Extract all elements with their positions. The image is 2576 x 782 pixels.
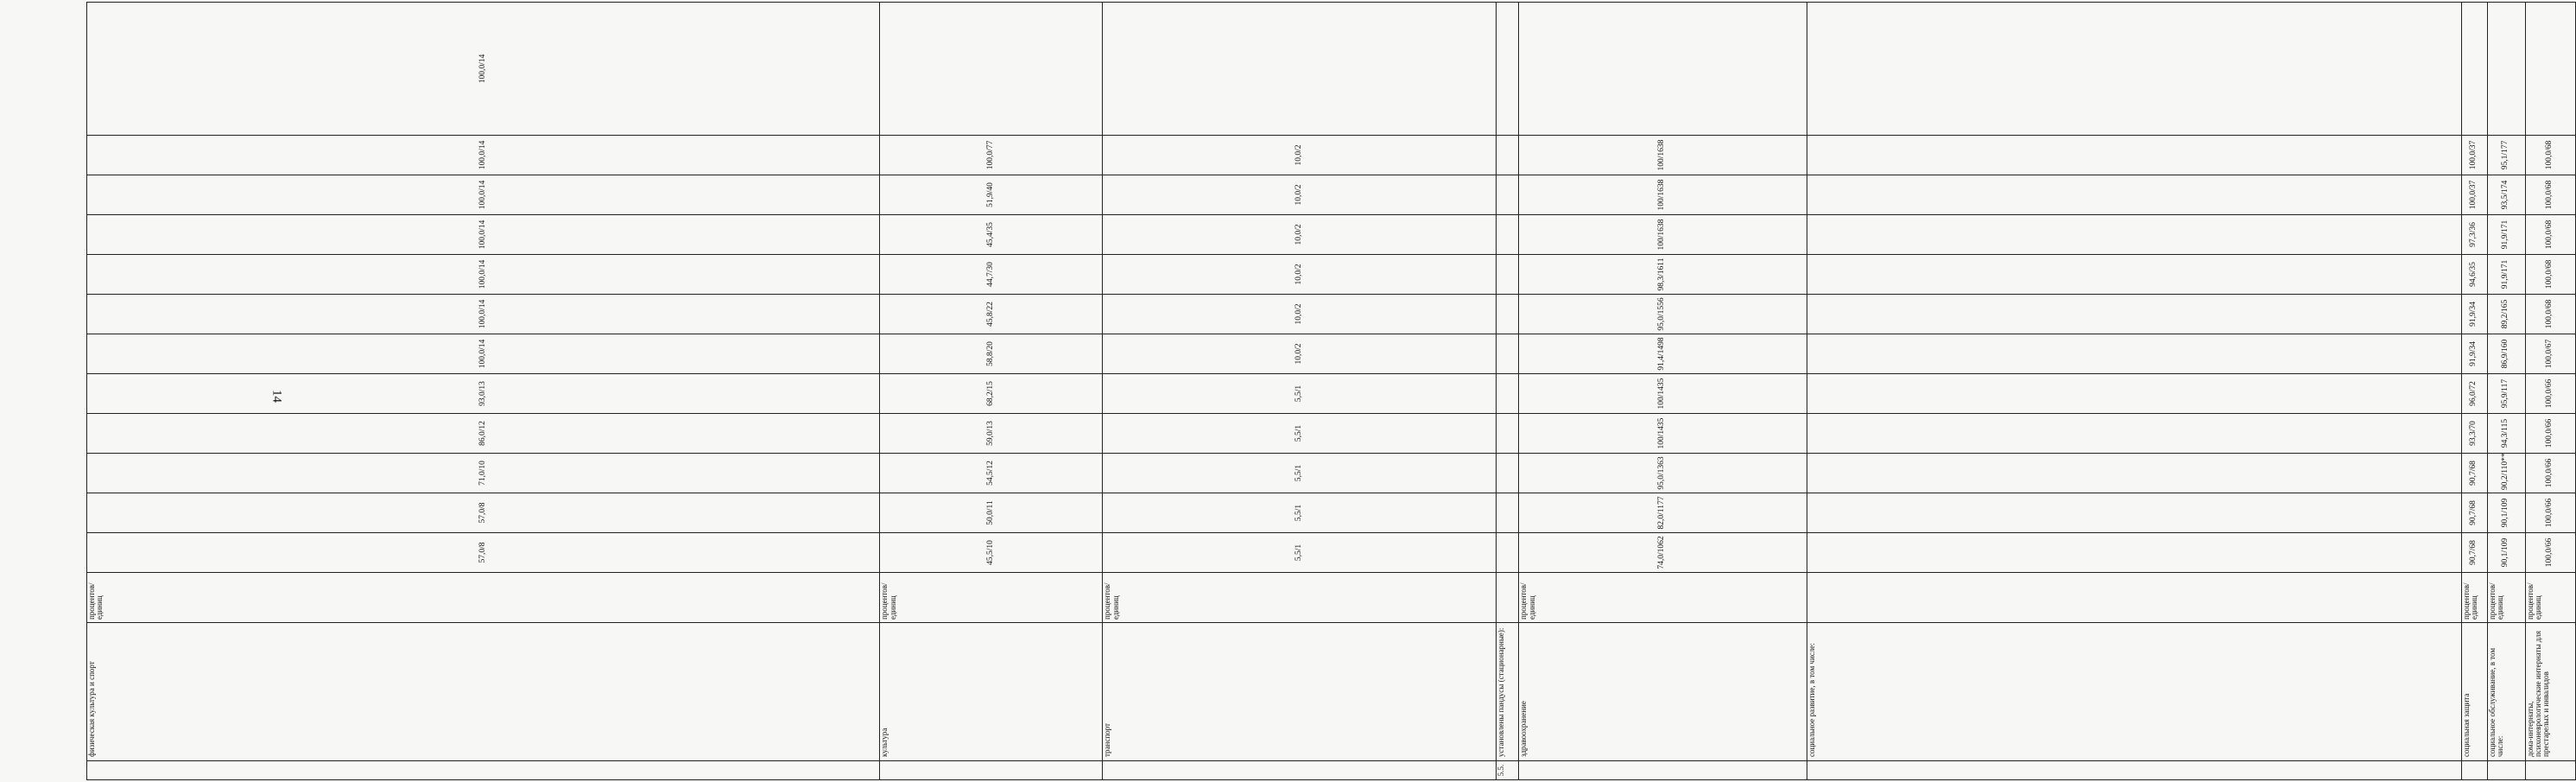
value-cell [2461,2,2487,135]
value-cell: 95,9/117 [2487,374,2525,414]
value-cell: 91,4/1498 [1519,334,1807,374]
value-cell: 100,0/14 [87,215,880,255]
value-cell [1497,454,1519,493]
value-cell: 95,0/1363 [1519,454,1807,493]
value-cell: 100/1638 [1519,215,1807,255]
unit-cell: процентов/ единиц [2525,573,2575,623]
value-cell: 91,9/34 [2461,295,2487,334]
value-cell: 100,0/14 [87,255,880,295]
value-cell: 44,7/30 [880,255,1103,295]
value-cell: 100/1435 [1519,374,1807,414]
row-index [880,761,1103,780]
value-cell [1497,2,1519,135]
value-cell: 100,0/14 [87,175,880,215]
value-cell: 59,0/13 [880,414,1103,454]
unit-cell [1807,573,2461,623]
value-cell: 94,6/35 [2461,255,2487,295]
value-cell [1807,493,2461,533]
unit-cell [1497,573,1519,623]
value-cell: 100,0/68 [2525,175,2575,215]
unit-cell: процентов/ единиц [1519,573,1807,623]
value-cell: 93,3/70 [2461,414,2487,454]
value-cell: 91,9/171 [2487,215,2525,255]
value-cell: 100/1638 [1519,175,1807,215]
value-cell [1497,136,1519,175]
value-cell: 94,3/115 [2487,414,2525,454]
value-cell [1497,215,1519,255]
value-cell [1807,334,2461,374]
value-cell: 100,0/68 [2525,215,2575,255]
row-index [87,761,880,780]
value-cell: 100,0/67 [2525,334,2575,374]
value-cell [2487,2,2525,135]
value-cell: 45,4/35 [880,215,1103,255]
value-cell: 100,0/14 [87,295,880,334]
value-cell: 10,0/2 [1103,295,1497,334]
value-cell: 5,5/1 [1103,374,1497,414]
value-cell [1807,295,2461,334]
value-cell [1519,2,1807,135]
value-cell: 10,0/2 [1103,136,1497,175]
row-index [1519,761,1807,780]
indicator-name: социальная защита [2461,623,2487,761]
value-cell: 74,0/1062 [1519,533,1807,573]
indicator-name: здравоохранение [1519,623,1807,761]
table-row [1519,2,1807,779]
value-cell: 100,0/66 [2525,533,2575,573]
value-cell: 100,0/68 [2525,136,2575,175]
indicator-name: дома-интернаты, психоневрологические интернаты для престарелых и инвалидов [2525,623,2575,761]
value-cell: 51,9/40 [880,175,1103,215]
value-cell: 93,5/174 [2487,175,2525,215]
value-cell: 100,0/77 [880,136,1103,175]
row-index [2525,761,2575,780]
value-cell: 100,0/14 [87,334,880,374]
value-cell: 82,0/1177 [1519,493,1807,533]
table-row [1807,2,2461,779]
indicator-name: транспорт [1103,623,1497,761]
indicator-name: социальное обслуживание, в том числе: [2487,623,2525,761]
value-cell [880,2,1103,135]
value-cell: 45,8/22 [880,295,1103,334]
row-index: 5.5. [1497,761,1519,780]
value-cell [1103,2,1497,135]
value-cell [1497,414,1519,454]
row-index [1103,761,1497,780]
value-cell: 68,2/15 [880,374,1103,414]
value-cell: 91,9/34 [2461,334,2487,374]
value-cell: 90,7/68 [2461,454,2487,493]
row-index [2487,761,2525,780]
unit-cell: процентов/ единиц [880,573,1103,623]
value-cell: 95,1/177 [2487,136,2525,175]
unit-cell: процентов/ единиц [2487,573,2525,623]
value-cell: 100,0/37 [2461,136,2487,175]
table-row [1497,2,1519,779]
value-cell: 100,0/37 [2461,175,2487,215]
value-cell: 10,0/2 [1103,175,1497,215]
value-cell: 5,5/1 [1103,493,1497,533]
unit-cell: процентов/ единиц [1103,573,1497,623]
value-cell [1497,334,1519,374]
value-cell: 97,3/36 [2461,215,2487,255]
value-cell: 5,5/1 [1103,533,1497,573]
value-cell: 91,9/171 [2487,255,2525,295]
rotated-table-wrapper [86,3,2554,780]
table-row [2525,2,2575,779]
value-cell: 54,5/12 [880,454,1103,493]
value-cell [1807,175,2461,215]
value-cell [1497,374,1519,414]
row-index [2461,761,2487,780]
value-cell: 96,0/72 [2461,374,2487,414]
value-cell: 100,0/66 [2525,414,2575,454]
value-cell: 10,0/2 [1103,334,1497,374]
value-cell: 100,0/68 [2525,255,2575,295]
value-cell [1497,533,1519,573]
table-row [1103,2,1497,779]
value-cell [1807,2,2461,135]
value-cell: 90,2/110** [2487,454,2525,493]
value-cell [1497,255,1519,295]
indicator-name: физическая культура и спорт [87,623,880,761]
value-cell: 95,0/1556 [1519,295,1807,334]
value-cell: 57,0/8 [87,493,880,533]
indicator-name: установлены пандусы (стационарные): [1497,623,1519,761]
value-cell [1807,136,2461,175]
row-index [1807,761,2461,780]
unit-cell: процентов/ единиц [2461,573,2487,623]
value-cell [1807,255,2461,295]
value-cell: 90,7/68 [2461,533,2487,573]
value-cell [2525,2,2575,135]
value-cell: 98,3/1611 [1519,255,1807,295]
table-row [880,2,1103,779]
value-cell: 57,0/8 [87,533,880,573]
value-cell: 89,2/165 [2487,295,2525,334]
table-row [87,2,880,779]
value-cell [1807,454,2461,493]
value-cell [1497,175,1519,215]
value-cell: 90,7/68 [2461,493,2487,533]
value-cell: 100,0/14 [87,136,880,175]
value-cell: 100,0/66 [2525,493,2575,533]
value-cell: 100,0/66 [2525,454,2575,493]
value-cell: 100/1435 [1519,414,1807,454]
value-cell: 100,0/14 [87,2,880,135]
value-cell [1807,414,2461,454]
value-cell: 100/1638 [1519,136,1807,175]
value-cell: 5,5/1 [1103,414,1497,454]
value-cell: 10,0/2 [1103,255,1497,295]
value-cell: 90,1/109 [2487,493,2525,533]
indicator-name: культура [880,623,1103,761]
table-row [2461,2,2487,779]
indicator-name: социальное развитие, в том числе: [1807,623,2461,761]
value-cell [1807,533,2461,573]
value-cell: 10,0/2 [1103,215,1497,255]
value-cell: 93,0/13 [87,374,880,414]
value-cell [1497,295,1519,334]
value-cell: 50,0/11 [880,493,1103,533]
indicators-table [86,2,2576,780]
value-cell [1807,374,2461,414]
page-number: 14 [269,390,284,403]
value-cell [1807,215,2461,255]
value-cell: 86,0/12 [87,414,880,454]
value-cell [1497,493,1519,533]
table-row [2487,2,2525,779]
value-cell: 5,5/1 [1103,454,1497,493]
value-cell: 71,0/10 [87,454,880,493]
value-cell: 86,9/160 [2487,334,2525,374]
value-cell: 100,0/66 [2525,374,2575,414]
value-cell: 100,0/68 [2525,295,2575,334]
unit-cell: процентов/ единиц [87,573,880,623]
value-cell: 90,1/109 [2487,533,2525,573]
value-cell: 45,5/10 [880,533,1103,573]
value-cell: 58,8/20 [880,334,1103,374]
